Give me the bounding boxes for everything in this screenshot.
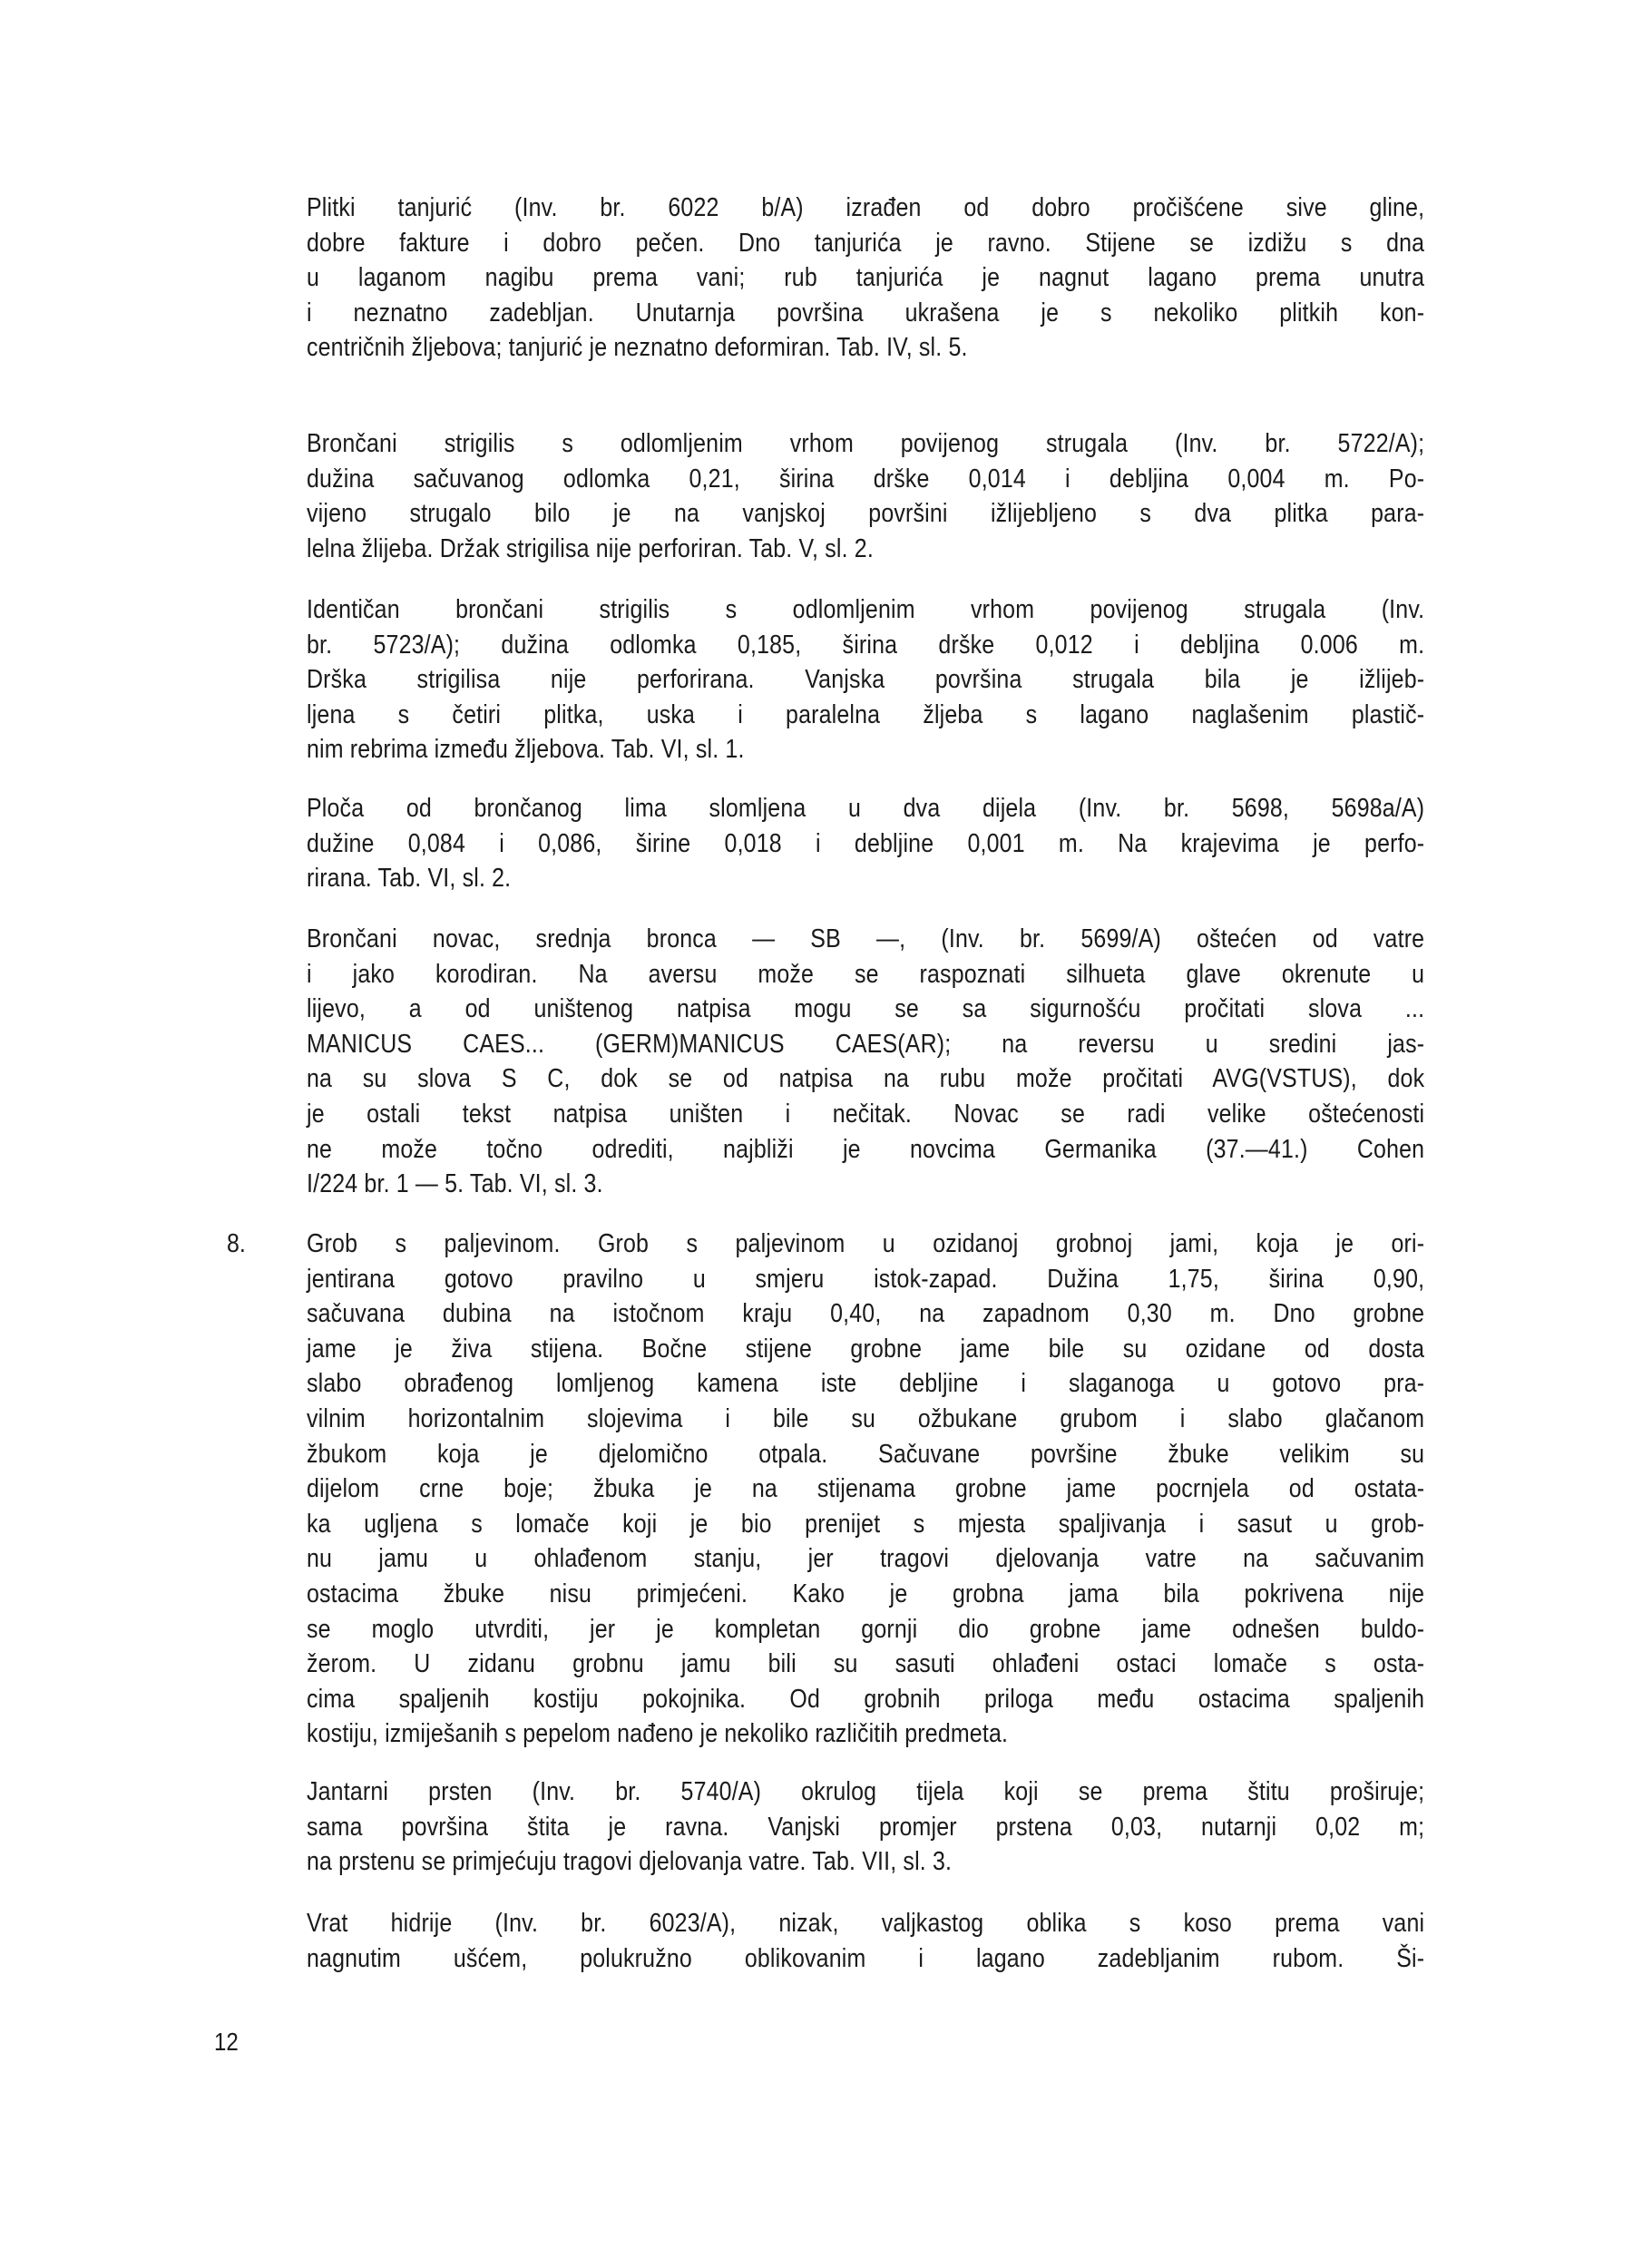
page-number: 12	[214, 2028, 239, 2056]
text-line: MANICUS CAES... (GERM)MANICUS CAES(AR); na reversu u sredini jas-	[307, 1029, 1425, 1059]
text-line: ne može točno odrediti, najbliži je novcima Germanika (37.—41.) Cohen	[307, 1134, 1425, 1164]
paragraph-jantarni-prsten	[307, 1774, 1424, 1880]
text-line: dužina sačuvanog odlomka 0,21, širina drške 0,014 i debljina 0,004 m. Po-	[307, 464, 1425, 494]
text-line: i jako korodiran. Na aversu može se raspoznati silhueta glave okrenute u	[307, 959, 1425, 989]
text-line: I/224 br. 1 — 5. Tab. VI, sl. 3.	[307, 1169, 603, 1199]
paragraph-vrat-hidrije	[307, 1906, 1424, 1976]
text-line: kostiju, izmiješanih s pepelom nađeno je nekoliko različitih predmeta.	[307, 1719, 1009, 1749]
text-line: je ostali tekst natpisa uništen i nečitak. Novac se radi velike oštećenosti	[307, 1099, 1425, 1129]
text-line: žerom. U zidanu grobnu jamu bili su sasuti ohlađeni ostaci lomače s osta-	[307, 1649, 1425, 1679]
text-line: centričnih žljebova; tanjurić je neznatno deformiran. Tab. IV, sl. 5.	[307, 333, 968, 363]
text-line: sama površina štita je ravna. Vanjski promjer prstena 0,03, nutarnji 0,02 m;	[307, 1812, 1425, 1842]
text-line: dijelom crne boje; žbuka je na stijenama grobne jame pocrnjela od ostata-	[307, 1474, 1425, 1504]
text-line: nu jamu u ohlađenom stanju, jer tragovi djelovanja vatre na sačuvanim	[307, 1544, 1425, 1574]
text-line: Ploča od brončanog lima slomljena u dva dijela (Inv. br. 5698, 5698a/A)	[307, 794, 1425, 823]
paragraph-tanjuric	[307, 191, 1424, 366]
text-line: na prstenu se primjećuju tragovi djelovanja vatre. Tab. VII, sl. 3.	[307, 1847, 953, 1877]
text-line: slabo obrađenog lomljenog kamena iste debljine i slaganoga u gotovo pra-	[307, 1369, 1425, 1399]
paragraph-grob-8	[307, 1227, 1424, 1752]
text-line: Jantarni prsten (Inv. br. 5740/A) okrulog tijela koji se prema štitu proširuje;	[307, 1777, 1425, 1806]
text-line: jentirana gotovo pravilno u smjeru istok-zapad. Dužina 1,75, širina 0,90,	[307, 1264, 1425, 1294]
text-line: dužine 0,084 i 0,086, širine 0,018 i debljine 0,001 m. Na krajevima je perfo-	[307, 828, 1425, 858]
paragraph-ploca	[307, 791, 1424, 896]
text-line: Vrat hidrije (Inv. br. 6023/A), nizak, valjkastog oblika s koso prema vani	[307, 1909, 1425, 1938]
text-line: na su slova S C, dok se od natpisa na rubu može pročitati AVG(VSTUS), dok	[307, 1064, 1425, 1094]
text-line: Plitki tanjurić (Inv. br. 6022 b/A) izrađen od dobro pročišćene sive gline,	[307, 193, 1425, 222]
text-line: br. 5723/A); dužina odlomka 0,185, širina drške 0,012 i debljina 0.006 m.	[307, 630, 1425, 660]
text-line: ostacima žbuke nisu primjećeni. Kako je grobna jama bila pokrivena nije	[307, 1579, 1425, 1608]
text-line: Brončani novac, srednja bronca — SB —, (Inv. br. 5699/A) oštećen od vatre	[307, 924, 1425, 953]
text-line: cima spaljenih kostiju pokojnika. Od grobnih priloga među ostacima spaljenih	[307, 1684, 1425, 1714]
text-line: Brončani strigilis s odlomljenim vrhom povijenog strugala (Inv. br. 5722/A);	[307, 429, 1425, 458]
text-line: dobre fakture i dobro pečen. Dno tanjurića je ravno. Stijene se izdižu s dna	[307, 228, 1425, 258]
text-line: Drška strigilisa nije perforirana. Vanjska površina strugala bila je ižlijeb-	[307, 665, 1425, 695]
text-line: žbukom koja je djelomično otpala. Sačuvane površine žbuke velikim su	[307, 1439, 1425, 1469]
text-line: nim rebrima između žljebova. Tab. VI, sl. 1.	[307, 735, 745, 765]
text-line: rirana. Tab. VI, sl. 2.	[307, 864, 512, 894]
text-line: Identičan brončani strigilis s odlomljenim vrhom povijenog strugala (Inv.	[307, 595, 1425, 624]
paragraph-novac	[307, 922, 1424, 1202]
text-line: vijeno strugalo bilo je na vanjskoj površini ižlijebljeno s dva plitka para-	[307, 499, 1425, 529]
text-line: lelna žlijeba. Držak strigilisa nije perforiran. Tab. V, sl. 2.	[307, 533, 874, 563]
text-line: lijevo, a od uništenog natpisa mogu se sa sigurnošću pročitati slova ...	[307, 994, 1425, 1024]
text-line: se moglo utvrditi, jer je kompletan gornji dio grobne jame odnešen buldo-	[307, 1614, 1425, 1644]
text-line: nagnutim ušćem, polukružno oblikovanim i lagano zadebljanim rubom. Ši-	[307, 1943, 1425, 1973]
text-line: jame je živa stijena. Bočne stijene grobne jame bile su ozidane od dosta	[307, 1334, 1425, 1364]
paragraph-strigilis-1	[307, 426, 1424, 566]
paragraph-strigilis-2	[307, 592, 1424, 767]
text-line: ka ugljena s lomače koji je bio prenijet s mjesta spaljivanja i sasut u grob-	[307, 1509, 1425, 1539]
text-line: Grob s paljevinom. Grob s paljevinom u ozidanoj grobnoj jami, koja je ori-	[307, 1229, 1425, 1258]
text-line: u laganom nagibu prema vani; rub tanjurića je nagnut lagano prema unutra	[307, 263, 1425, 293]
text-line: vilnim horizontalnim slojevima i bile su ožbukane grubom i slabo glačanom	[307, 1403, 1425, 1433]
text-line: sačuvana dubina na istočnom kraju 0,40, na zapadnom 0,30 m. Dno grobne	[307, 1299, 1425, 1329]
item-number: 8.	[227, 1229, 246, 1258]
text-line: ljena s četiri plitka, uska i paralelna žljeba s lagano naglašenim plastič-	[307, 699, 1425, 729]
text-line: i neznatno zadebljan. Unutarnja površina ukrašena je s nekoliko plitkih kon-	[307, 298, 1425, 327]
